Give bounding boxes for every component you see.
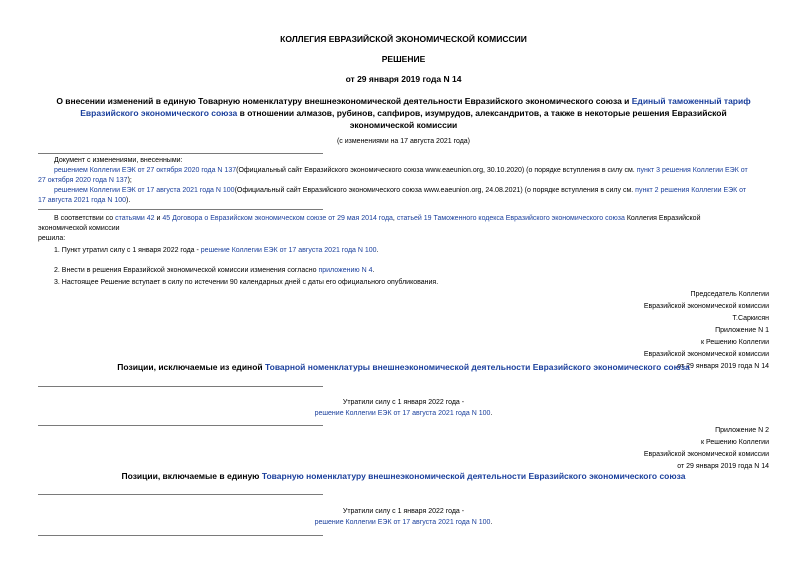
appendix-2-expired-end: .: [490, 519, 493, 526]
divider: [38, 494, 323, 495]
title-line-3: экономической комиссии: [349, 120, 458, 130]
decision-137-date-link[interactable]: 27 октября 2020 года N 137: [38, 177, 128, 184]
treaty-link[interactable]: 45 Договора о Евразийском экономическом союзе от 29 мая 2014 года: [162, 215, 393, 222]
change-item-2-cont: [38, 196, 130, 205]
body-text: 1. Пункт утратил силу с 1 января 2022 года -: [54, 247, 201, 254]
appendix-2-ref: к Решению Коллегии: [701, 439, 769, 446]
appendix-1-expired: Утратили силу с 1 января 2022 года -: [342, 399, 465, 406]
decision-137-link[interactable]: решением Коллегии ЕЭК от 27 октября 2020 года N 137: [54, 167, 237, 174]
document-type: РЕШЕНИЕ: [381, 54, 426, 64]
change-item-1-text: (Официальный сайт Евразийского экономического союза www.eaeunion.org, 30.10.2020) (о порядке вступления в силу см.: [236, 167, 637, 174]
signature-org: Евразийской экономической комиссии: [643, 303, 769, 310]
change-item-1: [54, 166, 748, 175]
body-text: В соответствии со: [54, 215, 116, 222]
body-text: ,: [392, 215, 397, 222]
appendix-1-org: Евразийской экономической комиссии: [643, 351, 769, 358]
divider: [38, 535, 323, 536]
appendix-1-date: от 29 января 2019 года N 14: [677, 363, 769, 370]
appendix-1-expired-ref: [0, 409, 807, 418]
org-heading: КОЛЛЕГИЯ ЕВРАЗИЙСКОЙ ЭКОНОМИЧЕСКОЙ КОМИССИИ: [280, 34, 527, 44]
appendix-4-link[interactable]: приложению N 4: [318, 267, 373, 274]
decision-100-link[interactable]: решение Коллегии ЕЭК от 17 августа 2021 года N 100: [200, 247, 377, 254]
appendix-2-heading-text: Позиции, включаемые в единую: [121, 471, 262, 481]
change-item-2-end: ).: [126, 197, 131, 204]
amended-note: (с изменениями на 17 августа 2021 года): [336, 138, 471, 145]
change-item-2: [54, 186, 746, 195]
title-text-2: в отношении алмазов, рубинов, сапфиров, изумрудов, александритов, а также в некоторые решения Евразийской: [237, 108, 727, 118]
body-point-1: [54, 246, 379, 255]
body-point-2: [54, 266, 374, 275]
eaeu-link[interactable]: Евразийского экономического союза: [80, 108, 238, 118]
title-line-2: [0, 107, 807, 119]
body-paragraph-1: [54, 214, 700, 223]
decision-100-point-link[interactable]: пункт 2 решения Коллегии ЕЭК от: [635, 187, 747, 194]
appendix-1-heading: [0, 362, 807, 373]
appendix-2-heading: [0, 471, 807, 482]
body-point-3: 3. Настоящее Решение вступает в силу по истечении 90 календарных дней с даты его официального опубликования.: [54, 279, 439, 286]
customs-tariff-link[interactable]: Единый таможенный тариф: [631, 96, 751, 106]
divider: [38, 386, 323, 387]
body-text: Коллегия Евразийской: [624, 215, 701, 222]
divider: [38, 153, 323, 154]
divider: [38, 209, 323, 210]
changes-intro: Документ с изменениями, внесенными:: [54, 157, 183, 164]
decision-100-link[interactable]: решением Коллегии ЕЭК от 17 августа 2021 года N 100: [54, 187, 235, 194]
appendix-2-label: Приложение N 2: [715, 427, 769, 434]
appendix-1-label: Приложение N 1: [715, 327, 769, 334]
appendix-2-org: Евразийской экономической комиссии: [643, 451, 769, 458]
appendix-1-expired-end: .: [490, 410, 493, 417]
body-decided: решила:: [38, 235, 66, 242]
appendix-1-heading-text: Позиции, исключаемые из единой: [117, 362, 265, 372]
change-item-1-cont: [38, 176, 132, 185]
appendix-1-ref: к Решению Коллегии: [701, 339, 769, 346]
change-item-1-end: );: [127, 177, 132, 184]
body-text: .: [376, 247, 379, 254]
decision-100-link[interactable]: решение Коллегии ЕЭК от 17 августа 2021 года N 100: [314, 410, 491, 417]
tnved-link[interactable]: Товарную номенклатуру внешнеэкономической деятельности Евразийского экономического союза: [261, 471, 686, 481]
customs-code-link[interactable]: статьей 19 Таможенного кодекса Евразийского экономического союза: [396, 215, 625, 222]
appendix-2-date: от 29 января 2019 года N 14: [677, 463, 769, 470]
decision-100-date-link[interactable]: 17 августа 2021 года N 100: [38, 197, 127, 204]
body-paragraph-1-line-2: экономической комиссии: [38, 225, 120, 232]
body-text: .: [372, 267, 375, 274]
tnved-link[interactable]: Товарной номенклатуры внешнеэкономической деятельности Евразийского экономического союза: [264, 362, 690, 372]
title-line-1: [0, 95, 807, 107]
divider: [38, 425, 323, 426]
appendix-2-expired: Утратили силу с 1 января 2022 года -: [342, 508, 465, 515]
body-text: 2. Внести в решения Евразийской экономической комиссии изменения согласно: [54, 267, 319, 274]
change-item-2-text: (Официальный сайт Евразийского экономического союза www.eaeunion.org, 24.08.2021) (о порядке вступления в силу см.: [234, 187, 636, 194]
document-date-number: от 29 января 2019 года N 14: [345, 74, 462, 84]
body-text: и: [154, 215, 163, 222]
signature-title: Председатель Коллегии: [690, 291, 769, 298]
decision-137-point-link[interactable]: пункт 3 решения Коллегии ЕЭК от: [636, 167, 748, 174]
signature-name: Т.Саркисян: [732, 315, 769, 322]
appendix-2-expired-ref: [0, 518, 807, 527]
title-text-1: О внесении изменений в единую Товарную номенклатуру внешнеэкономической деятельности Евразийского экономического союза и: [56, 96, 632, 106]
article-42-link[interactable]: статьями 42: [115, 215, 155, 222]
decision-100-link[interactable]: решение Коллегии ЕЭК от 17 августа 2021 года N 100: [314, 519, 491, 526]
